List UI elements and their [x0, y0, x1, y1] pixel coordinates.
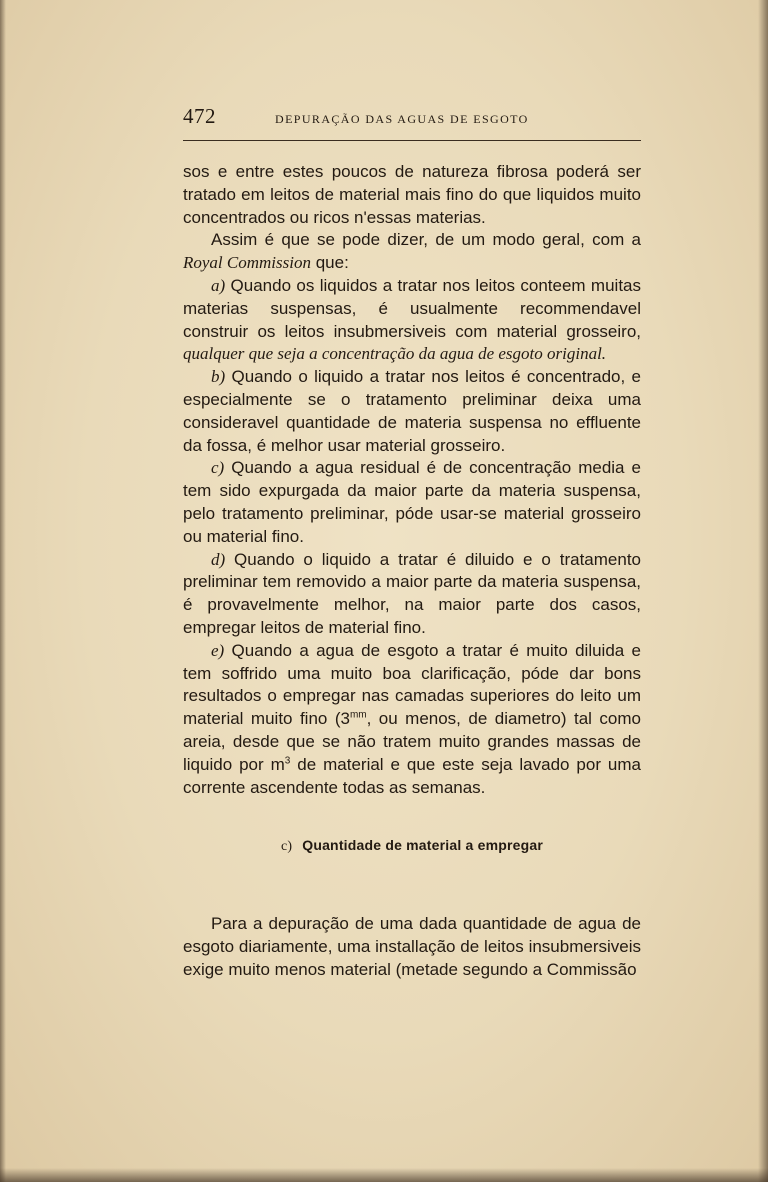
body-text-continued [183, 913, 641, 981]
section-title: Quantidade de material a empregar [302, 837, 544, 854]
page-header [183, 104, 641, 141]
book-page [183, 104, 641, 982]
section-heading [183, 837, 641, 855]
list-item-a: a) Quando os liquidos a tratar nos leitos conteem muitas materias suspensas, é usualmente recommendavel construir os leitos insubmersiveis com material grosseiro, qualquer que seja a concentração da agua de esgoto original. [183, 275, 641, 364]
body-text [183, 161, 641, 799]
paragraph: sos e entre estes poucos de natureza fibrosa poderá ser tratado em leitos de material mais fino do que liquidos muito concentrados ou ricos n'essas materias. [183, 162, 641, 227]
page-left-edge [0, 0, 6, 1182]
list-item-b: b) Quando o liquido a tratar nos leitos é concentrado, e especialmente se o tratamento preliminar deixa uma consideravel quantidade de materia suspensa no effluente da fossa, é melhor usar material grosseiro. [183, 367, 641, 455]
section-number: c) [280, 839, 293, 855]
list-item-d: d) Quando o liquido a tratar é diluido e o tratamento preliminar tem removido a maior parte da materia suspensa, é provavelmente melhor, na maior parte dos casos, empregar leitos de material fino. [183, 549, 641, 637]
page-bottom-edge [0, 1168, 768, 1182]
list-item-e: e) Quando a agua de esgoto a tratar é muito diluida e tem soffrido uma muito boa clarificação, póde dar bons resultados o empregar nas camadas superiores do leito um material muito fino ($3^{mm}$, ou menos, de diametro) tal como areia, desde que se não tratem muito grandes massas de liquido por $m^3$ de material e que este seja lavado por uma corrente ascendente todas as semanas. [183, 640, 641, 797]
paragraph: Assim é que se pode dizer, de um modo geral, com a Royal Commission que: [183, 230, 641, 273]
running-title: DEPURAÇÃO DAS AGUAS DE ESGOTO [275, 112, 529, 126]
paragraph: Para a depuração de uma dada quantidade de agua de esgoto diariamente, uma installação de leitos insubmersiveis exige muito menos material (metade segundo a Commissão [183, 914, 641, 979]
page-right-edge [758, 0, 768, 1182]
page-number: 472 [183, 104, 216, 128]
list-item-c: c) Quando a agua residual é de concentração media e tem sido expurgada da maior parte da materia suspensa, pelo tratamento preliminar, póde usar-se material grosseiro ou material fino. [183, 458, 641, 546]
